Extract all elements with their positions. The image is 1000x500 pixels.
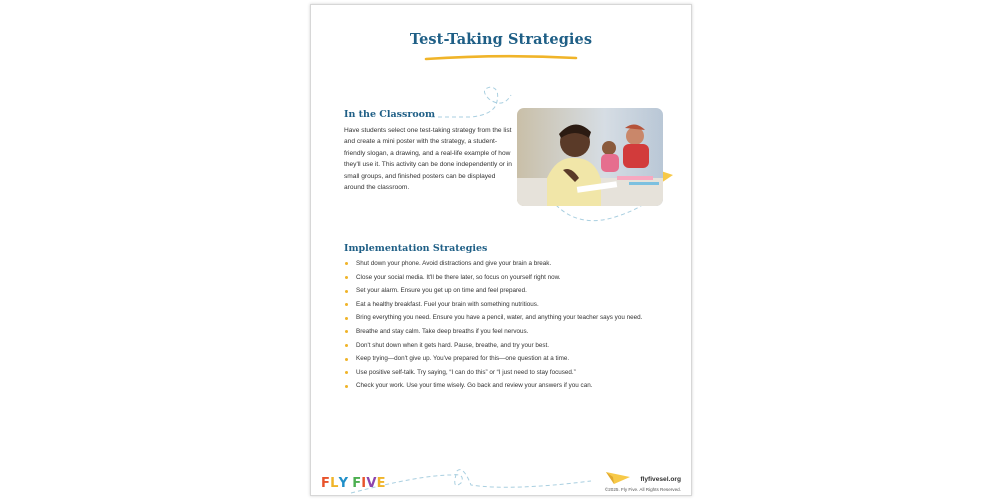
- strategies-list: [344, 260, 654, 396]
- document-page: [310, 4, 692, 496]
- bullet-icon: [345, 290, 348, 293]
- list-item: [344, 274, 654, 282]
- title-underline: [424, 53, 578, 63]
- bullet-icon: [345, 303, 348, 306]
- strategy-text: Use positive self-talk. Try saying, “I can do this” or “I just need to stay focused.”: [356, 368, 576, 376]
- fly-five-logo: [321, 476, 386, 491]
- list-item: [344, 314, 654, 322]
- copyright-text: ©2025. Fly Five. All Rights Reserved.: [604, 487, 681, 492]
- bullet-icon: [345, 371, 348, 374]
- logo-letter: I: [361, 476, 367, 491]
- list-item: [344, 328, 654, 336]
- website-link[interactable]: flyfivesel.org: [640, 476, 681, 483]
- logo-letter: F: [352, 476, 362, 491]
- bullet-icon: [345, 344, 348, 347]
- bullet-icon: [345, 317, 348, 320]
- strategy-text: Bring everything you need. Ensure you have a pencil, water, and anything your teacher says you need.: [356, 314, 643, 322]
- bullet-icon: [345, 385, 348, 388]
- bullet-icon: [345, 262, 348, 265]
- strategy-text: Check your work. Use your time wisely. Go back and review your answers if you can.: [356, 382, 593, 390]
- page-title: Test-Taking Strategies: [409, 31, 593, 48]
- bullet-icon: [345, 330, 348, 333]
- logo-letter: E: [376, 476, 386, 491]
- logo-letter: Y: [338, 476, 349, 491]
- bullet-icon: [345, 276, 348, 279]
- strategy-text: Close your social media. It'll be there later, so focus on yourself right now.: [356, 273, 561, 281]
- paper-plane-icon: [605, 468, 631, 486]
- list-item: [344, 260, 654, 268]
- list-item: [344, 287, 654, 295]
- list-item: [344, 382, 654, 390]
- classroom-photo: [517, 108, 663, 206]
- strategy-text: Eat a healthy breakfast. Fuel your brain with something nutritious.: [356, 300, 539, 308]
- classroom-body: Have students select one test-taking strategy from the list and create a mini poster with the strategy, a student-friendly slogan, a drawing, and a real-life example of how they'll use it. This activity can be done independently or in small groups, and finished posters can be displayed around the classroom.: [344, 127, 512, 192]
- implementation-heading: Implementation Strategies: [344, 243, 488, 254]
- strategy-text: Don't shut down when it gets hard. Pause, breathe, and try your best.: [356, 341, 550, 349]
- strategy-text: Set your alarm. Ensure you get up on time and feel prepared.: [356, 287, 527, 295]
- logo-letter: V: [366, 476, 377, 491]
- bullet-icon: [345, 358, 348, 361]
- list-item: [344, 342, 654, 350]
- list-item: [344, 355, 654, 363]
- classroom-heading: In the Classroom: [344, 109, 436, 120]
- list-item: [344, 301, 654, 309]
- strategy-text: Keep trying—don't give up. You've prepared for this—one question at a time.: [356, 355, 570, 363]
- list-item: [344, 369, 654, 377]
- strategy-text: Breathe and stay calm. Take deep breaths if you feel nervous.: [356, 327, 529, 335]
- logo-letter: F: [321, 476, 331, 491]
- logo-letter: L: [330, 476, 339, 491]
- strategy-text: Shut down your phone. Avoid distractions and give your brain a break.: [356, 260, 552, 267]
